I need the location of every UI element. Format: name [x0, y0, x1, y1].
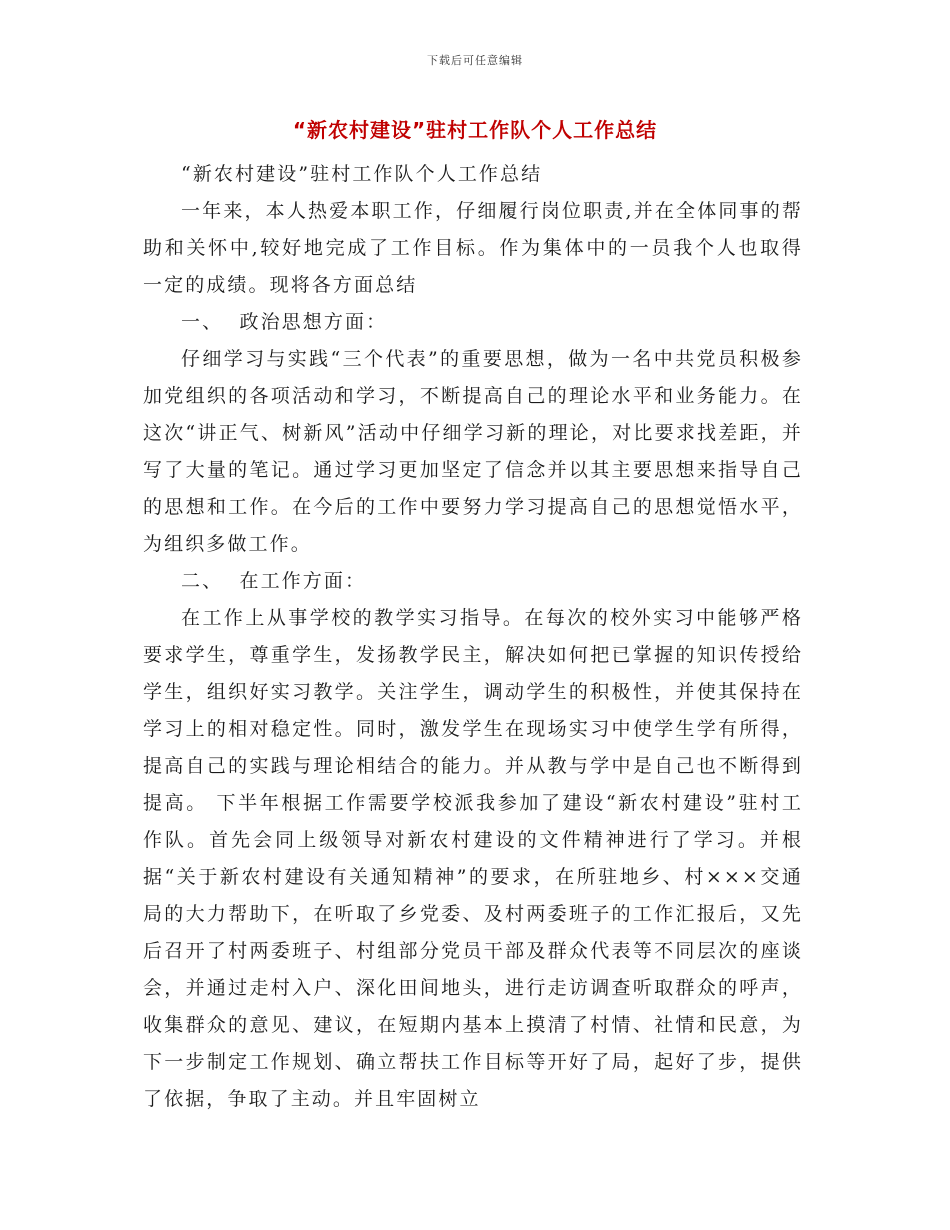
paragraph-intro: 一年来，本人热爱本职工作，仔细履行岗位职责,并在全体同事的帮助和关怀中,较好地完成了工作目标。作为集体中的一员我个人也取得一定的成绩。现将各方面总结 — [143, 200, 803, 296]
section-heading-work: 二、 在工作方面： — [181, 570, 367, 592]
paragraph-work: 在工作上从事学校的教学实习指导。在每次的校外实习中能够严格要求学生，尊重学生，发扬教学民主，解决如何把已掌握的知识传授给学生，组织好实习教学。关注学生，调动学生的积极性，并使其保持在学习上的相对稳定性。同时，激发学生在现场实习中使学生学有所得，提高自己的实践与理论相结合的能力。并从教与学中是自己也不断得到提高。 下半年根据工作需要学校派我参加了建设“新农村建设”驻村工作队。首先会同上级领导对新农村建设的文件精神进行了学习。并根据“关于新农村建设有关通知精神”的要求，在所驻地乡、村×××交通局的大力帮助下，在听取了乡党委、及村两委班子的工作汇报后，又先后召开了村两委班子、村组部分党员干部及群众代表等不同层次的座谈会，并通过走村入户、深化田间地头，进行走访调查听取群众的呼声，收集群众的意见、建议，在短期内基本上摸清了村情、社情和民意，为下一步制定工作规划、确立帮扶工作目标等开好了局，起好了步，提供了依据，争取了主动。并且牢固树立 — [143, 607, 803, 1110]
page-header: 下载后可任意编辑 — [427, 54, 523, 67]
document-body — [143, 156, 803, 1118]
section-heading-political: 一、 政治思想方面： — [181, 311, 388, 333]
paragraph-subtitle: “新农村建设”驻村工作队个人工作总结 — [181, 163, 543, 185]
document-title: “新农村建设”驻村工作队个人工作总结 — [292, 118, 658, 142]
paragraph-political: 仔细学习与实践“三个代表”的重要思想，做为一名中共党员积极参加党组织的各项活动和学习，不断提高自己的理论水平和业务能力。在这次“讲正气、树新风”活动中仔细学习新的理论，对比要求找差距，并写了大量的笔记。通过学习更加坚定了信念并以其主要思想来指导自己的思想和工作。在今后的工作中要努力学习提高自己的思想觉悟水平，为组织多做工作。 — [143, 348, 803, 555]
